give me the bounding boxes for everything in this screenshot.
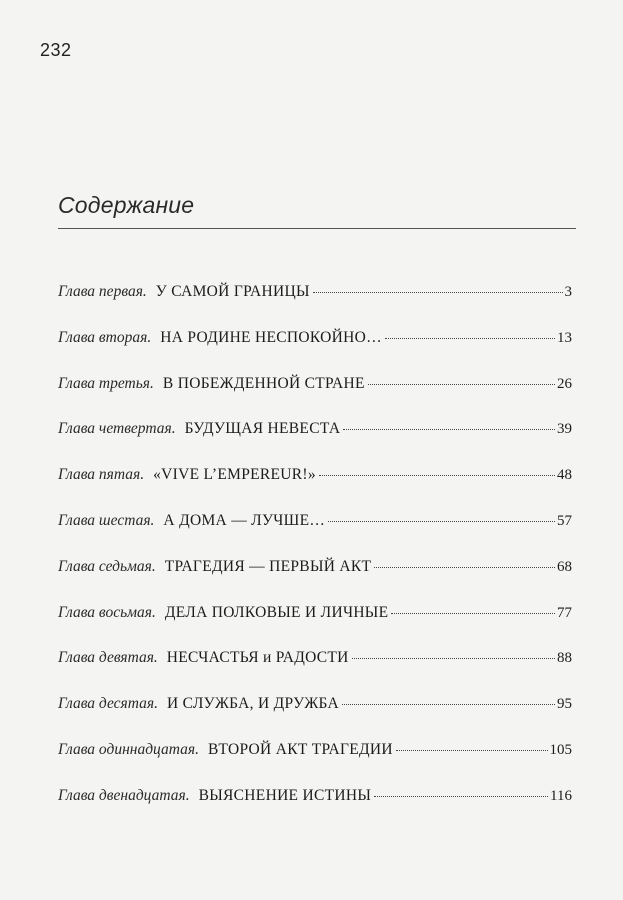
chapter-label: Глава седьмая. xyxy=(58,557,156,575)
chapter-label: Глава девятая. xyxy=(58,649,158,667)
dot-leader xyxy=(343,429,555,430)
toc-entry[interactable] xyxy=(58,283,572,329)
chapter-label: Глава первая. xyxy=(58,283,147,300)
chapter-label: Глава восьмая. xyxy=(58,603,156,621)
toc-entry[interactable] xyxy=(58,466,572,512)
heading-rule xyxy=(58,228,576,229)
chapter-title: У САМОЙ ГРАНИЦЫ xyxy=(155,283,310,300)
chapter-title: ТРАГЕДИЯ — ПЕРВЫЙ АКТ xyxy=(164,557,372,575)
dot-leader xyxy=(342,704,555,705)
chapter-title: ДЕЛА ПОЛКОВЫЕ И ЛИЧНЫЕ xyxy=(164,603,389,621)
page-ref: 48 xyxy=(557,467,572,484)
toc-entry[interactable] xyxy=(58,558,572,604)
dot-leader xyxy=(328,521,555,522)
toc-entry[interactable] xyxy=(58,375,572,421)
chapter-title: ВТОРОЙ АКТ ТРАГЕДИИ xyxy=(207,740,393,758)
chapter-title: ВЫЯСНЕНИЕ ИСТИНЫ xyxy=(198,786,372,804)
toc-list xyxy=(58,283,572,833)
toc-entry[interactable] xyxy=(58,420,572,466)
page-ref: 105 xyxy=(549,741,572,758)
toc-heading: Содержание xyxy=(58,192,195,218)
chapter-label: Глава третья. xyxy=(58,374,154,392)
chapter-title: «VIVE L’EMPEREUR!» xyxy=(153,466,316,484)
chapter-label: Глава четвертая. xyxy=(58,420,176,438)
page-number: 232 xyxy=(40,40,72,60)
chapter-label: Глава двенадцатая. xyxy=(58,786,190,804)
page-ref: 95 xyxy=(557,696,572,713)
dot-leader xyxy=(313,292,563,293)
dot-leader xyxy=(368,384,555,385)
toc-entry[interactable] xyxy=(58,604,572,650)
toc-entry[interactable] xyxy=(58,512,572,558)
page-ref: 68 xyxy=(557,558,572,575)
page-ref: 77 xyxy=(557,604,572,621)
dot-leader xyxy=(352,658,555,659)
chapter-title: В ПОБЕЖДЕННОЙ СТРАНЕ xyxy=(162,374,365,392)
toc-entry[interactable] xyxy=(58,787,572,833)
dot-leader xyxy=(385,338,555,339)
dot-leader xyxy=(319,475,555,476)
dot-leader xyxy=(396,750,548,751)
page-ref: 116 xyxy=(550,787,572,804)
toc-entry[interactable] xyxy=(58,649,572,695)
chapter-label: Глава вторая. xyxy=(58,328,152,346)
dot-leader xyxy=(391,613,555,614)
page-ref: 57 xyxy=(557,512,572,529)
chapter-label: Глава пятая. xyxy=(58,466,145,484)
chapter-title: БУДУЩАЯ НЕВЕСТА xyxy=(184,420,341,438)
chapter-title: И СЛУЖБА, И ДРУЖБА xyxy=(166,695,340,713)
toc-entry[interactable] xyxy=(58,329,572,375)
toc-entry[interactable] xyxy=(58,695,572,741)
toc-entry[interactable] xyxy=(58,741,572,787)
page-ref: 39 xyxy=(557,421,572,438)
chapter-label: Глава одиннадцатая. xyxy=(58,740,199,758)
chapter-title: НЕСЧАСТЬЯ и РАДОСТИ xyxy=(166,649,349,667)
dot-leader xyxy=(374,567,555,568)
page-ref: 26 xyxy=(557,375,572,392)
page-ref: 3 xyxy=(564,284,572,300)
page-ref: 13 xyxy=(557,329,572,346)
chapter-label: Глава шестая. xyxy=(58,511,155,529)
chapter-label: Глава десятая. xyxy=(58,695,158,713)
dot-leader xyxy=(374,796,548,797)
page-ref: 88 xyxy=(557,650,572,667)
chapter-title: А ДОМА — ЛУЧШЕ… xyxy=(163,511,326,529)
chapter-title: НА РОДИНЕ НЕСПОКОЙНО… xyxy=(160,328,382,346)
